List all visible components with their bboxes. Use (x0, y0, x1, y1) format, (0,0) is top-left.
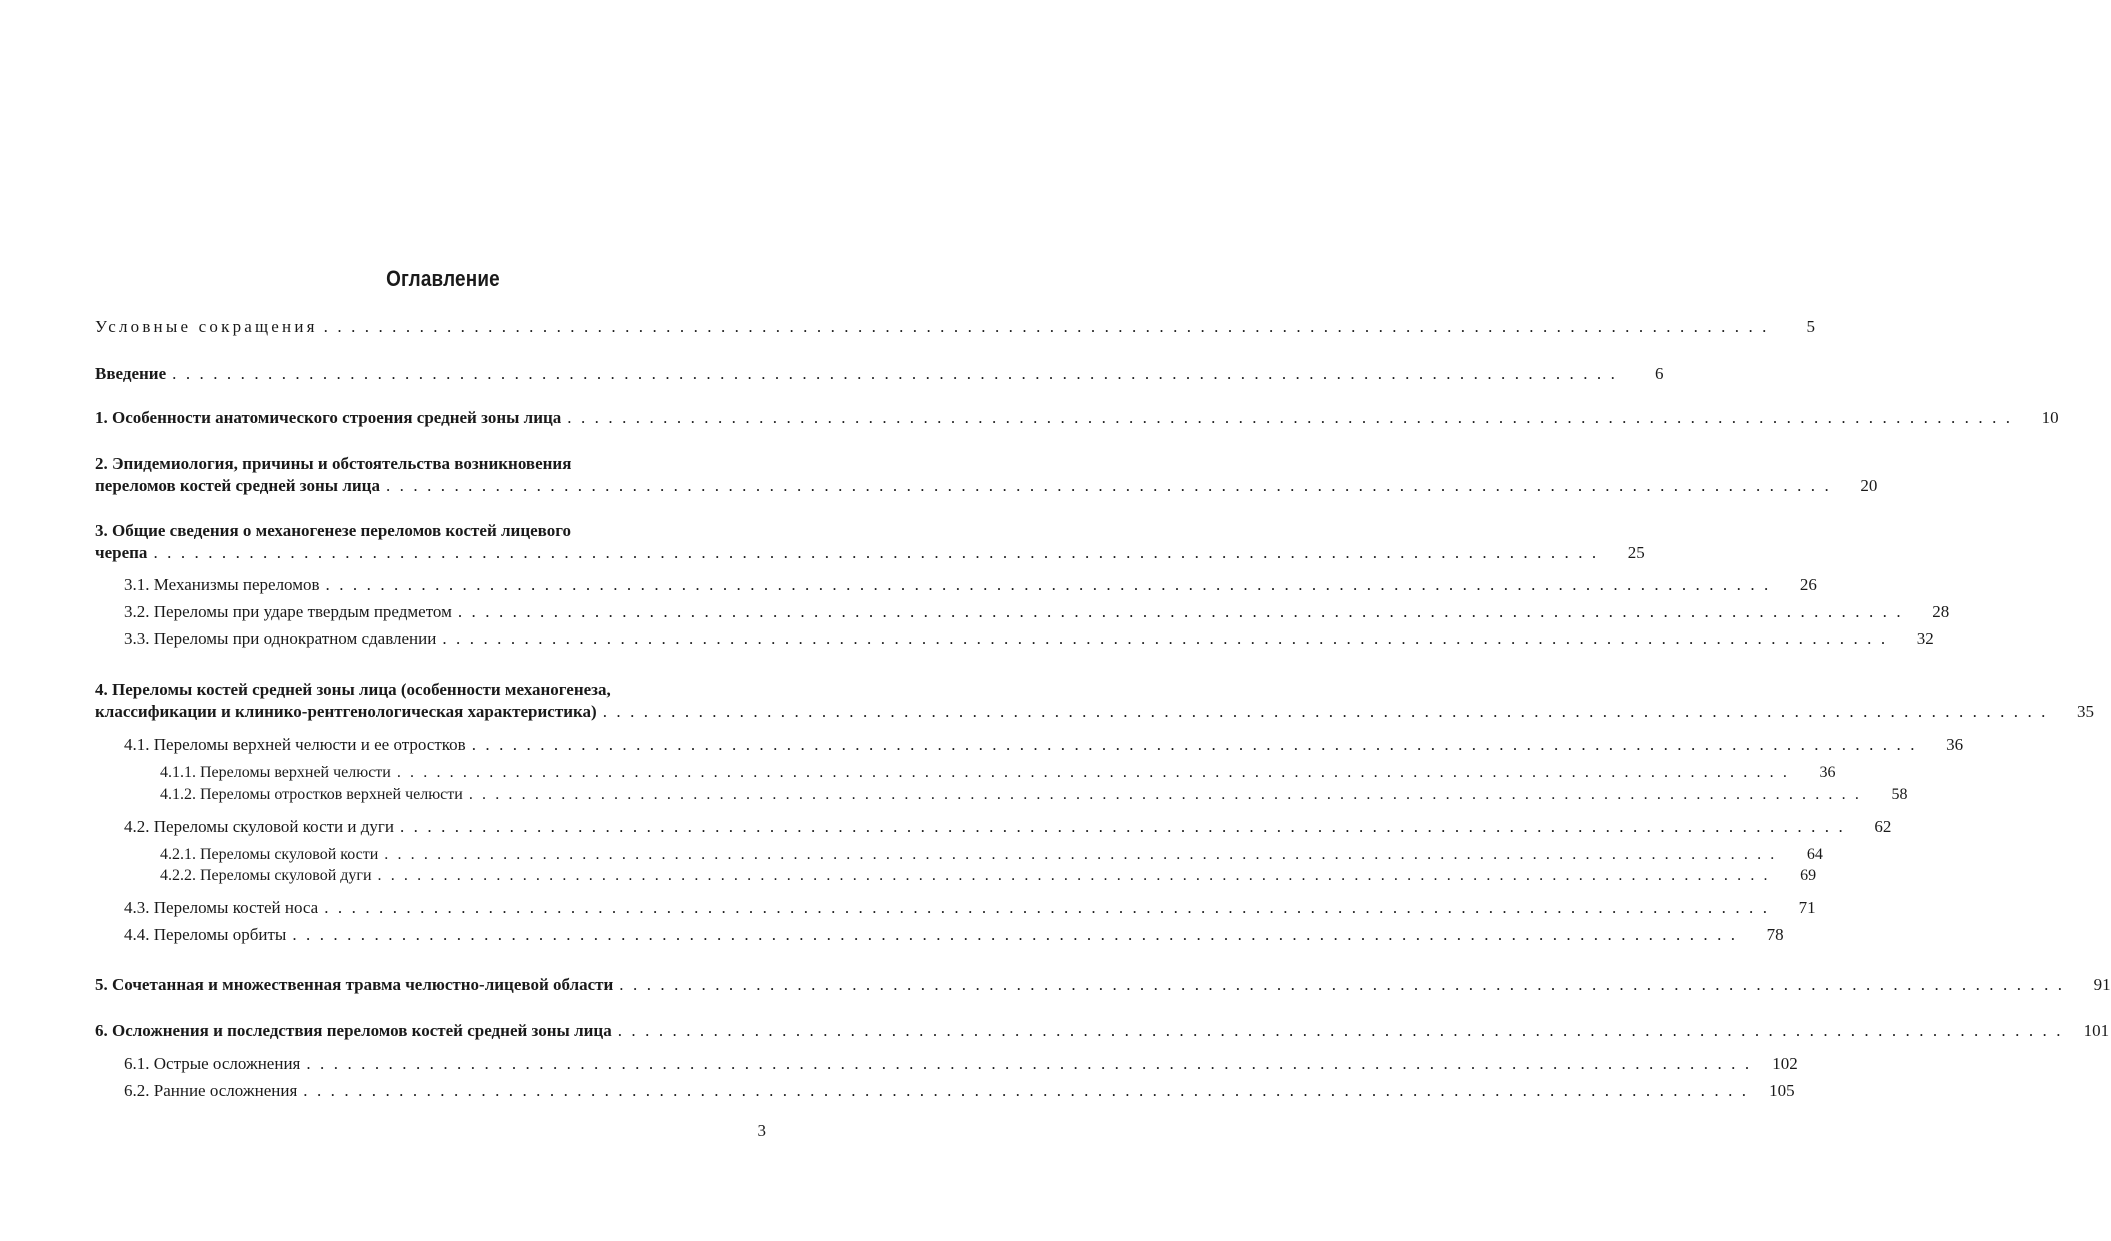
toc-leader: . . . . . . . . . . . . . . . . . . . . . . . . . . . . . . . . . . . . . . . . . . . . . . . . . . . . . . . . . . . . . . . . . . . . . . . . . . . . . . . . . . . . . . . . . . . . . . . . . . . . . . . . . . (324, 898, 1770, 917)
toc-leader: . . . . . . . . . . . . . . . . . . . . . . . . . . . . . . . . . . . . . . . . . . . . . . . . . . . . . . . . . . . . . . . . . . . . . . . . . . . . . . . . . . . . . . . . . . . . . . . . . . . . . . . . . . (457, 602, 1904, 621)
toc-leader: . . . . . . . . . . . . . . . . . . . . . . . . . . . . . . . . . . . . . . . . . . . . . . . . . . . . . . . . . . . . . . . . . . . . . . . . . . . . . . . . . . . . . . . . . . . . . . . . . . . . . . . . . . (442, 629, 1888, 648)
toc-leader: . . . . . . . . . . . . . . . . . . . . . . . . . . . . . . . . . . . . . . . . . . . . . . . . . . . . . . . . . . . . . . . . . . . . . . . . . . . . . . . . . . . . . . . . . . . . . . . . . . . . . . . . . . (471, 735, 1918, 754)
toc-leader: . . . . . . . . . . . . . . . . . . . . . . . . . . . . . . . . . . . . . . . . . . . . . . . . . . . . . . . . . . . . . . . . . . . . . . . . . . . . . . . . . . . . . . . . . . . . . . . . . . . . . . . . . . (172, 364, 1618, 383)
toc-entry-label: 3.3. Переломы при однократном сдавлении (124, 629, 437, 648)
toc-leader: . . . . . . . . . . . . . . . . . . . . . . . . . . . . . . . . . . . . . . . . . . . . . . . . . . . . . . . . . . . . . . . . . . . . . . . . . . . . . . . . . . . . . . . . . . . . . . . . . . . . . . . . . . (306, 1054, 1752, 1073)
toc-subentry[interactable] (124, 1081, 1795, 1101)
toc-page-number: 102 (1772, 1054, 1798, 1073)
toc-page-number: 36 (1946, 735, 1964, 754)
toc-entry[interactable] (95, 364, 1664, 384)
toc-leader: . . . . . . . . . . . . . . . . . . . . . . . . . . . . . . . . . . . . . . . . . . . . . . . . . . . . . . . . . . . . . . . . . . . . . . . . . . . . . . . . . . . . . . . . . . . . . . . . . . . . . . . . . . (396, 764, 1790, 781)
toc-subsubentry[interactable] (160, 866, 1817, 886)
toc-entry-label: переломов костей средней зоны лица (95, 476, 380, 495)
toc-page-number: 26 (1799, 575, 1817, 594)
toc-leader: . . . . . . . . . . . . . . . . . . . . . . . . . . . . . . . . . . . . . . . . . . . . . . . . . . . . . . . . . . . . . . . . . . . . . . . . . . . . . . . . . . . . . . . . . . . . . . . . . . . . . . . . . . (377, 867, 1771, 884)
toc-entry-label: Введение (95, 364, 167, 383)
page-title: Оглавление (386, 266, 500, 291)
toc-entry[interactable] (95, 317, 1816, 337)
toc-subsubentry[interactable] (160, 763, 1836, 783)
toc-subentry[interactable] (124, 602, 1950, 622)
toc-entry-label: 3.1. Механизмы переломов (124, 575, 320, 594)
toc-page-number: 25 (1627, 543, 1645, 562)
toc-page-number: 62 (1874, 817, 1892, 836)
toc-subentry[interactable] (124, 575, 1817, 595)
toc-page-number: 36 (1819, 764, 1836, 781)
toc-page-number: 6 (1654, 364, 1664, 383)
toc-leader: . . . . . . . . . . . . . . . . . . . . . . . . . . . . . . . . . . . . . . . . . . . . . . . . . . . . . . . . . . . . . . . . . . . . . . . . . . . . . . . . . . . . . . . . . . . . . . . . . . . . . . . . . . (567, 408, 2013, 427)
toc-leader: . . . . . . . . . . . . . . . . . . . . . . . . . . . . . . . . . . . . . . . . . . . . . . . . . . . . . . . . . . . . . . . . . . . . . . . . . . . . . . . . . . . . . . . . . . . . . . . . . . . . . . . . . . (602, 702, 2049, 721)
toc-entry-label: 4.1.1. Переломы верхней челюсти (160, 764, 391, 781)
toc-entry-label: 4.1. Переломы верхней челюсти и ее отростков (124, 735, 466, 754)
toc-leader: . . . . . . . . . . . . . . . . . . . . . . . . . . . . . . . . . . . . . . . . . . . . . . . . . . . . . . . . . . . . . . . . . . . . . . . . . . . . . . . . . . . . . . . . . . . . . . . . . . . . . . . . . . (399, 817, 1846, 836)
toc-page-number: 101 (2083, 1021, 2110, 1040)
toc-entry[interactable] (95, 702, 2095, 722)
toc-entry-line1[interactable]: 2. Эпидемиология, причины и обстоятельства возникновения (95, 454, 572, 473)
toc-entry[interactable] (95, 476, 1878, 496)
toc-entry-label: классификации и клинико-рентгенологическая характеристика) (95, 702, 597, 721)
toc-entry-label: 6.2. Ранние осложнения (124, 1081, 298, 1100)
toc-subentry[interactable] (124, 1054, 1798, 1074)
toc-page-number: 28 (1932, 602, 1950, 621)
toc-entry-line1[interactable]: 3. Общие сведения о механогенезе переломов костей лицевого (95, 521, 572, 540)
toc-subentry[interactable] (124, 735, 1964, 755)
toc-page-number: 5 (1806, 317, 1816, 336)
toc-leader: . . . . . . . . . . . . . . . . . . . . . . . . . . . . . . . . . . . . . . . . . . . . . . . . . . . . . . . . . . . . . . . . . . . . . . . . . . . . . . . . . . . . . . . . . . . . . . . . . . . . . . . . . . (325, 575, 1771, 594)
toc-entry-label: черепа (95, 543, 148, 562)
toc-subentry[interactable] (124, 898, 1816, 918)
toc-entry-label: 4.3. Переломы костей носа (124, 898, 319, 917)
toc-subentry[interactable] (124, 817, 1892, 837)
toc-entry-label: 4.4. Переломы орбиты (124, 925, 287, 944)
toc-entry[interactable] (95, 543, 1645, 563)
toc-leader: . . . . . . . . . . . . . . . . . . . . . . . . . . . . . . . . . . . . . . . . . . . . . . . . . . . . . . . . . . . . . . . . . . . . . . . . . . . . . . . . . . . . . . . . . . . . . . . . . . . . . . . . . . (385, 476, 1832, 495)
toc-leader: . . . . . . . . . . . . . . . . . . . . . . . . . . . . . . . . . . . . . . . . . . . . . . . . . . . . . . . . . . . . . . . . . . . . . . . . . . . . . . . . . . . . . . . . . . . . . . . . . . . . . . . . . . (468, 786, 1862, 803)
toc-entry-label: 1. Особенности анатомического строения средней зоны лица (95, 408, 562, 427)
page-folio: 3 (757, 1121, 766, 1140)
toc-entry-label: 4.2.2. Переломы скуловой дуги (160, 867, 372, 884)
toc-page-number: 58 (1891, 786, 1908, 803)
toc-leader: . . . . . . . . . . . . . . . . . . . . . . . . . . . . . . . . . . . . . . . . . . . . . . . . . . . . . . . . . . . . . . . . . . . . . . . . . . . . . . . . . . . . . . . . . . . . . . . . . . . . . . . . . . (323, 317, 1770, 336)
toc-page-number: 105 (1769, 1081, 1795, 1100)
toc-subsubentry[interactable] (160, 845, 1823, 865)
toc-leader: . . . . . . . . . . . . . . . . . . . . . . . . . . . . . . . . . . . . . . . . . . . . . . . . . . . . . . . . . . . . . . . . . . . . . . . . . . . . . . . . . . . . . . . . . . . . . . . . . . . . . . . . . . (153, 543, 1599, 562)
toc-subentry[interactable] (124, 925, 1784, 945)
toc-leader: . . . . . . . . . . . . . . . . . . . . . . . . . . . . . . . . . . . . . . . . . . . . . . . . . . . . . . . . . . . . . . . . . . . . . . . . . . . . . . . . . . . . . . . . . . . . . . . . . . . . . . . . . . (303, 1081, 1749, 1100)
toc-entry[interactable] (95, 408, 2059, 428)
toc-page-number: 32 (1916, 629, 1934, 648)
toc-page-number: 71 (1798, 898, 1816, 917)
toc-entry[interactable] (95, 1021, 2110, 1041)
toc-page-number: 78 (1766, 925, 1784, 944)
toc-leader: . . . . . . . . . . . . . . . . . . . . . . . . . . . . . . . . . . . . . . . . . . . . . . . . . . . . . . . . . . . . . . . . . . . . . . . . . . . . . . . . . . . . . . . . . . . . . . . . . . . . . . . . . . (619, 975, 2065, 994)
toc-entry-label: 6. Осложнения и последствия переломов костей средней зоны лица (95, 1021, 612, 1040)
toc-page-number: 91 (2093, 975, 2111, 994)
toc-entry-label: 6.1. Острые осложнения (124, 1054, 301, 1073)
toc-entry-label: Условные сокращения (95, 317, 318, 336)
toc-page-number: 35 (2077, 702, 2095, 721)
toc-page-number: 10 (2041, 408, 2059, 427)
toc-entry-label: 4.2. Переломы скуловой кости и дуги (124, 817, 394, 836)
toc-entry-label: 4.2.1. Переломы скуловой кости (160, 846, 379, 863)
toc-entry-label: 4.1.2. Переломы отростков верхней челюсти (160, 786, 463, 803)
toc-page-number: 69 (1800, 867, 1817, 884)
toc-entry-line1[interactable]: 4. Переломы костей средней зоны лица (особенности механогенеза, (95, 680, 611, 699)
toc-leader: . . . . . . . . . . . . . . . . . . . . . . . . . . . . . . . . . . . . . . . . . . . . . . . . . . . . . . . . . . . . . . . . . . . . . . . . . . . . . . . . . . . . . . . . . . . . . . . . . . . . . . . . . . (384, 846, 1777, 863)
toc-subentry[interactable] (124, 629, 1934, 649)
toc-entry-label: 3.2. Переломы при ударе твердым предметом (124, 602, 452, 621)
toc-entry-label: 5. Сочетанная и множественная травма челюстно-лицевой области (95, 975, 614, 994)
toc-leader: . . . . . . . . . . . . . . . . . . . . . . . . . . . . . . . . . . . . . . . . . . . . . . . . . . . . . . . . . . . . . . . . . . . . . . . . . . . . . . . . . . . . . . . . . . . . . . . . . . . . . . . . . . (617, 1021, 2064, 1040)
toc-page-number: 20 (1860, 476, 1878, 495)
toc-leader: . . . . . . . . . . . . . . . . . . . . . . . . . . . . . . . . . . . . . . . . . . . . . . . . . . . . . . . . . . . . . . . . . . . . . . . . . . . . . . . . . . . . . . . . . . . . . . . . . . . . . . . . . . (292, 925, 1738, 944)
toc-entry[interactable] (95, 975, 2111, 995)
toc-subsubentry[interactable] (160, 785, 1908, 805)
toc-page-number: 64 (1806, 846, 1823, 863)
